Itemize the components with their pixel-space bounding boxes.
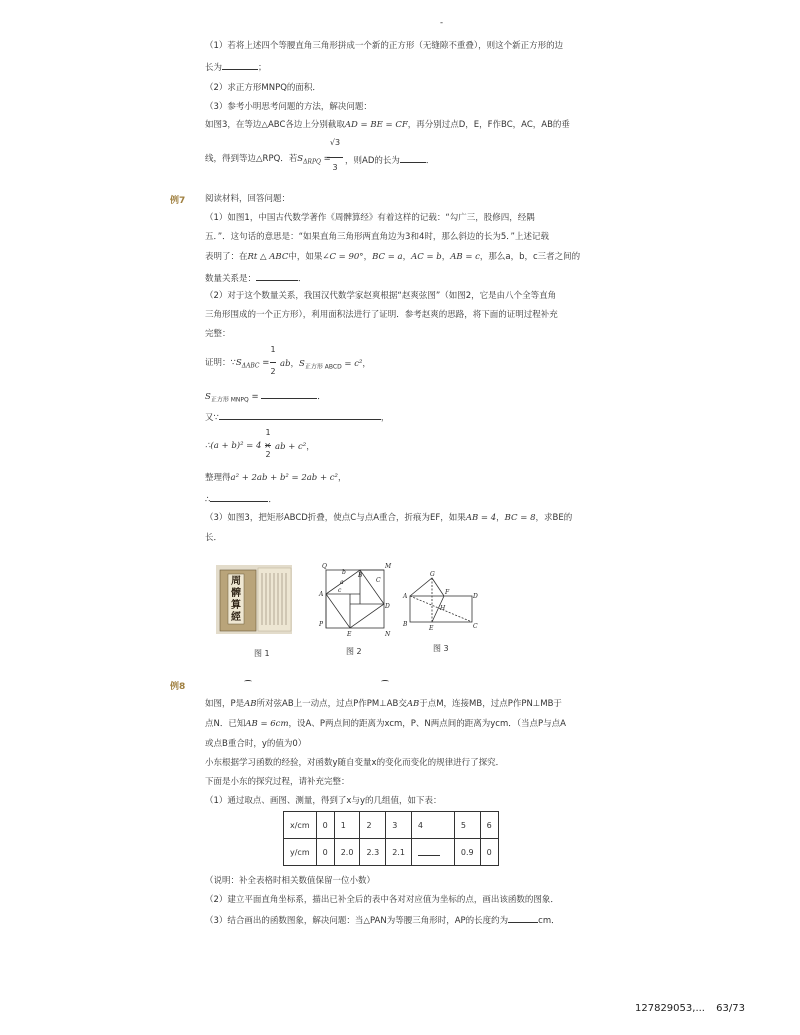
proof-line-4 (205, 440, 271, 452)
table-cell-blank (411, 839, 454, 866)
figure-3-diagram (400, 566, 480, 632)
ex8-p5: 下面是小东的探究过程，请补充完整： (205, 777, 350, 787)
proof-frac-bar (270, 362, 276, 363)
table-cell: 2 (360, 812, 386, 839)
fraction-denominator: 3 (332, 163, 338, 172)
label-d: D (385, 603, 390, 610)
arc-mark (381, 680, 389, 683)
math-sub: 正方形 ABCD (304, 363, 342, 371)
math: AB = c (450, 252, 480, 262)
table-row-x (284, 812, 499, 839)
label-b: B (358, 572, 363, 579)
q3-line: （3）参考小明思考问题的方法，解决问题： (205, 102, 372, 112)
label-a: A (403, 593, 408, 600)
math: AD = BE = CF (344, 120, 408, 130)
table-cell: 2.1 (386, 839, 412, 866)
page-footer (635, 1003, 745, 1014)
table-row-y (284, 839, 499, 866)
ex7-p1-g (205, 271, 307, 285)
text: 于点M，连接MB，过点P作PN⊥MB于 (419, 699, 562, 709)
text: 如图，P是 (205, 699, 245, 709)
text: ． (268, 495, 277, 505)
label-a-lower: a (340, 579, 344, 586)
text: ． (298, 274, 307, 284)
table-cell: 1 (334, 812, 360, 839)
text: ． (425, 156, 435, 166)
proof-line-6 (205, 492, 277, 506)
eq: = (259, 358, 270, 368)
text: （3）结合画出的函数图象，解决问题：当△PAN为等腰三角形时，AP的长度约为 (205, 916, 509, 926)
label-c: C (473, 623, 478, 630)
table-cell: x/cm (284, 812, 317, 839)
table-cell: 0.9 (454, 839, 480, 866)
ex8-note: （说明：补全表格时相关数值保留一位小数） (205, 876, 376, 886)
q2-line: （2）求正方形MNPQ的面积． (205, 83, 321, 93)
table-cell: 2.3 (360, 839, 386, 866)
sep: ， (441, 252, 451, 262)
text: ， (380, 413, 390, 423)
label-h: H (440, 605, 446, 612)
answer-blank (256, 271, 298, 281)
ex8-p2 (205, 718, 566, 730)
label-m: M (385, 563, 392, 570)
q1-line-a: （1）若将上述四个等腰直角三角形拼成一个新的正方形（无缝隙不重叠），则这个新正方形的边 (205, 41, 564, 51)
text: ，那么a，b，c三者之间的 (479, 252, 581, 262)
example-8-tag: 例8 (170, 682, 186, 692)
answer-blank (418, 846, 440, 856)
text: cm． (538, 916, 560, 926)
math: ab (280, 359, 291, 369)
ex7-p3-a (205, 512, 572, 524)
label-f: F (445, 589, 450, 596)
doc-id: 127829053,... (635, 1003, 705, 1014)
text: 线，得到等边△RPQ．若 (205, 154, 298, 164)
figure-2-diagram (318, 562, 394, 638)
sep: ， (306, 442, 315, 452)
table-cell: 4 (411, 812, 454, 839)
text: ，再分别过点D，E，F作BC，AC，AB的垂 (407, 120, 570, 130)
label-p: P (319, 621, 324, 628)
proof4-frac-num: 1 (265, 428, 271, 437)
math: BC = 8 (504, 513, 536, 523)
text: 表明了：在 (205, 252, 248, 262)
ex8-p4: 小东根据学习函数的经验，对函数y随自变量x的变化而变化的规律进行了探究． (205, 758, 505, 768)
q1-end: ； (258, 63, 267, 73)
math: S (205, 392, 211, 402)
q3-line-d (345, 153, 434, 166)
math: BC = a (372, 252, 403, 262)
q1-text: 长为 (205, 63, 223, 73)
q3-line-c (205, 153, 331, 169)
text: 中，如果 (288, 252, 323, 262)
ex7-head: 阅读材料，回答问题： (205, 194, 291, 204)
proof-frac-den: 2 (270, 367, 276, 376)
ex8-p1 (205, 698, 562, 710)
book-illustration (216, 565, 292, 634)
math: AC = b (411, 252, 442, 262)
ex8-q3 (205, 913, 560, 927)
label-d: D (473, 593, 478, 600)
math: S (297, 154, 304, 164)
answer-blank (210, 492, 268, 502)
label-a: A (319, 591, 324, 598)
folded-triangle (410, 578, 444, 596)
proof-line-2 (205, 389, 326, 407)
page-number: 63/73 (716, 1003, 745, 1014)
table-cell: 3 (386, 812, 412, 839)
label-c: C (376, 577, 381, 584)
ex7-p1-b: 五．”．这句话的意思是：“如果直角三角形两直角边为3和4时，那么斜边的长为5．”上述记载 (205, 232, 549, 242)
text: 所对弦AB上一动点，过点P作PM⊥AB交 (256, 699, 407, 709)
math: a² + 2ab + b² = 2ab + c² (230, 473, 338, 483)
figure-1-book-image (216, 565, 292, 634)
table-cell: 0 (480, 839, 498, 866)
eq: = (320, 154, 331, 164)
q3-line-a (205, 119, 570, 131)
table-cell: 0 (316, 812, 334, 839)
figure-3-caption: 图 3 (433, 644, 449, 653)
label-b: B (403, 621, 408, 628)
sep: ， (337, 473, 347, 483)
proof-line-3 (205, 410, 389, 424)
table-cell: 2.0 (334, 839, 360, 866)
ex7-p2-c: 完整： (205, 329, 231, 339)
label-e: E (347, 631, 352, 638)
ex7-p1-a: （1）如图1，中国古代数学著作《周髀算经》有着这样的记载：“勾广三，股修四，经隅 (205, 213, 535, 223)
sep: ， (363, 252, 373, 262)
sep: ， (290, 359, 300, 369)
math: ∠C = 90° (322, 252, 364, 262)
answer-blank (219, 410, 381, 420)
math-sub: ΔABC (241, 362, 260, 370)
label-e: E (429, 625, 434, 632)
text: 如图3，在等边△ABC各边上分别截取 (205, 120, 345, 130)
text: ∴ (205, 495, 211, 505)
math-sub: 正方形 MNPQ (210, 396, 249, 404)
label-g: G (430, 571, 435, 578)
answer-blank (508, 913, 538, 923)
math-sub: ΔRPQ (303, 158, 321, 166)
text: ． (317, 392, 326, 402)
text: 整理得 (205, 473, 231, 483)
xy-value-table (283, 811, 499, 866)
math: AB (244, 699, 257, 709)
example-7-tag: 例7 (170, 196, 186, 206)
ex7-p3-c: 长． (205, 533, 223, 543)
proof-line-4-rest (275, 440, 315, 452)
eq: = (248, 392, 262, 402)
table-cell: y/cm (284, 839, 317, 866)
figure-2-caption: 图 2 (346, 647, 362, 656)
math: S (299, 359, 305, 369)
label-b-lower: b (342, 569, 346, 576)
sep: ， (362, 359, 371, 369)
table-cell: 0 (316, 839, 334, 866)
sep: ， (496, 513, 505, 523)
ex7-p2-b: 三角形围成的一个正方形），利用面积法进行了证明．参考赵爽的思路，将下面的证明过程补充 (205, 310, 558, 320)
proof-frac-num: 1 (270, 345, 276, 354)
arc-mark (244, 680, 252, 683)
text: 点N．已知 (205, 719, 246, 729)
sep: ， (402, 252, 412, 262)
math: ∴(a + b)² = 4 × (205, 441, 272, 451)
math: ab + c² (275, 442, 307, 452)
math: AB = 6cm (245, 719, 289, 729)
math: AB = 4 (465, 513, 497, 523)
proof4-frac-den: 2 (265, 450, 271, 459)
answer-blank (400, 153, 426, 163)
proof-line-1-rest (280, 357, 371, 371)
ex8-p6: （1）通过取点、画图、测量，得到了x与y的几组值，如下表： (205, 796, 442, 806)
figure-1-caption: 图 1 (254, 649, 270, 658)
top-mark: - (440, 18, 444, 28)
text: ，求BE的 (535, 513, 573, 523)
q1-line-b (205, 60, 267, 74)
math: Rt △ ABC (247, 252, 289, 262)
text: 证明：∵ (205, 358, 236, 368)
text: 数量关系是： (205, 274, 257, 284)
text: ，设A、P两点间的距离为xcm，P、N两点间的距离为ycm．（当点P与点A (288, 719, 566, 729)
table-cell: 5 (454, 812, 480, 839)
answer-blank (222, 60, 258, 70)
label-q: Q (322, 563, 327, 570)
label-n: N (385, 631, 391, 638)
book-title: 周髀算經 (231, 576, 241, 623)
text: （3）如图3，把矩形ABCD折叠，使点C与点A重合，折痕为EF，如果 (205, 513, 466, 523)
math: = c² (341, 359, 363, 369)
proof-line-1 (205, 357, 269, 373)
text: ，则AD的长为 (345, 156, 400, 166)
fraction-numerator: √3 (329, 138, 341, 147)
math: S (235, 358, 242, 368)
table-cell: 6 (480, 812, 498, 839)
math: AB (406, 699, 420, 709)
text: 又∵ (205, 413, 219, 423)
answer-blank (261, 389, 317, 399)
ex7-p2-a: （2）对于这个数量关系，我国汉代数学家赵爽根据“赵爽弦图”（如图2，它是由八个全等直角 (205, 291, 557, 301)
label-c-lower: c (338, 587, 342, 594)
ex7-p1-c (205, 251, 580, 263)
ex8-q2: （2）建立平面直角坐标系，描出已补全后的表中各对对应值为坐标的点，画出该函数的图象． (205, 895, 559, 905)
proof-line-5 (205, 472, 346, 484)
ex8-p3: 或点B重合时，y的值为0） (205, 739, 307, 749)
